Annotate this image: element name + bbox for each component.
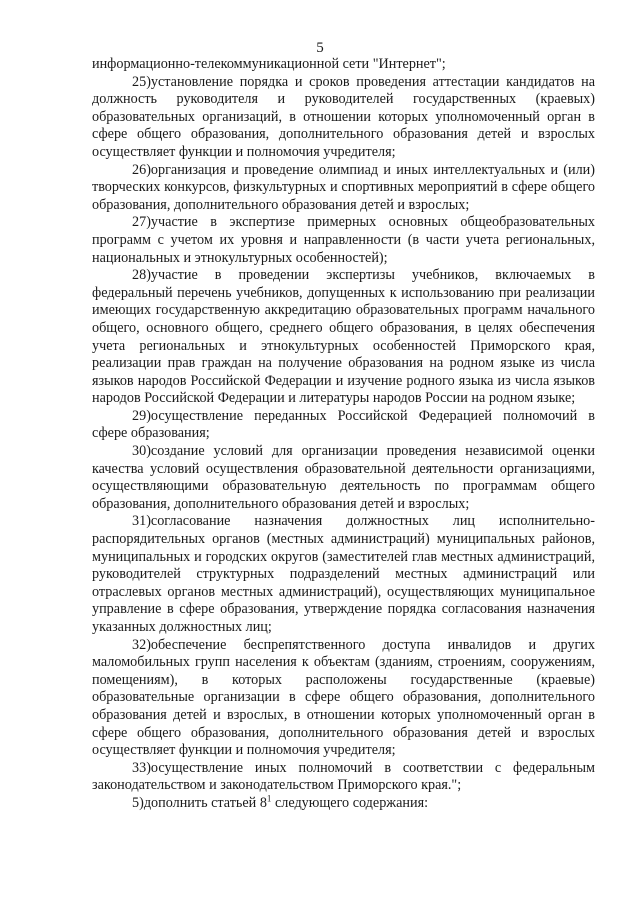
document-body — [92, 56, 595, 813]
amendment-instruction — [92, 795, 595, 813]
paragraph: информационно-телекоммуникационной сети "Интернет"; — [92, 56, 446, 72]
paragraph: 31)согласование назначения должностных лиц исполнительно-распорядительных органов (местных администраций) муниципальных районов, муниципальных и городских округов (заместителей глав местных администраций, руководителей структурных подразделений местных администраций или отраслевых органов местных администраций), осуществляющих муниципальное управление в сфере образования, утверждение порядка согласования назначения указанных должностных лиц; — [92, 513, 595, 635]
page-number: 5 — [316, 40, 324, 56]
paragraph: 32)обеспечение беспрепятственного доступа инвалидов и других маломобильных групп населения к объектам (зданиям, строениям, сооружениям, помещениям), в которых расположены государственные (краевые) образовательные организации в сфере общего образования, дополнительного образования детей и взрослых, в отношении которых уполномоченный орган в сфере общего образования, дополнительного образования детей и взрослых осуществляет функции и полномочия учредителя; — [92, 636, 595, 759]
paragraph: 33)осуществление иных полномочий в соответствии с федеральным законодательством и законодательством Приморского края."; — [92, 759, 595, 794]
paragraph: 26)организация и проведение олимпиад и иных интеллектуальных и (или) творческих конкурсов, физкультурных и спортивных мероприятий в сфере общего образования, дополнительного образования детей и взрослых; — [92, 161, 595, 213]
amendment-text-after: следующего содержания: — [271, 794, 429, 811]
paragraph: 29)осуществление переданных Российской Федерацией полномочий в сфере образования; — [92, 407, 595, 442]
amendment-text-before: 5)дополнить статьей 8 — [132, 794, 267, 811]
paragraph: 27)участие в экспертизе примерных основных общеобразовательных программ с учетом их уровня и направленности (в части учета региональных, национальных и этнокультурных особенностей); — [92, 214, 595, 266]
paragraph: 25)установление порядка и сроков проведения аттестации кандидатов на должность руководителя и руководителей государственных (краевых) образовательных организаций, в отношении которых уполномоченный орган в сфере общего образования, дополнительного образования детей и взрослых осуществляет функции и полномочия учредителя; — [92, 73, 595, 160]
paragraph: 28)участие в проведении экспертизы учебников, включаемых в федеральный перечень учебников, допущенных к использованию при реализации имеющих государственную аккредитацию образовательных программ начального общего, основного общего, среднего общего образования, в целях обеспечения учета региональных и этнокультурных особенностей Приморского края, реализации прав граждан на получение образования на родном языке из числа языков народов Российской Федерации и изучение родного языка из числа языков народов Российской Федерации и литературы народов России на родном языке; — [92, 267, 595, 407]
paragraph: 30)создание условий для организации проведения независимой оценки качества условий осуществления образовательной деятельности организациями, осуществляющими образовательную деятельность по программам общего образования, дополнительного образования детей и взрослых; — [92, 443, 595, 512]
article-superscript: 1 — [266, 793, 272, 804]
